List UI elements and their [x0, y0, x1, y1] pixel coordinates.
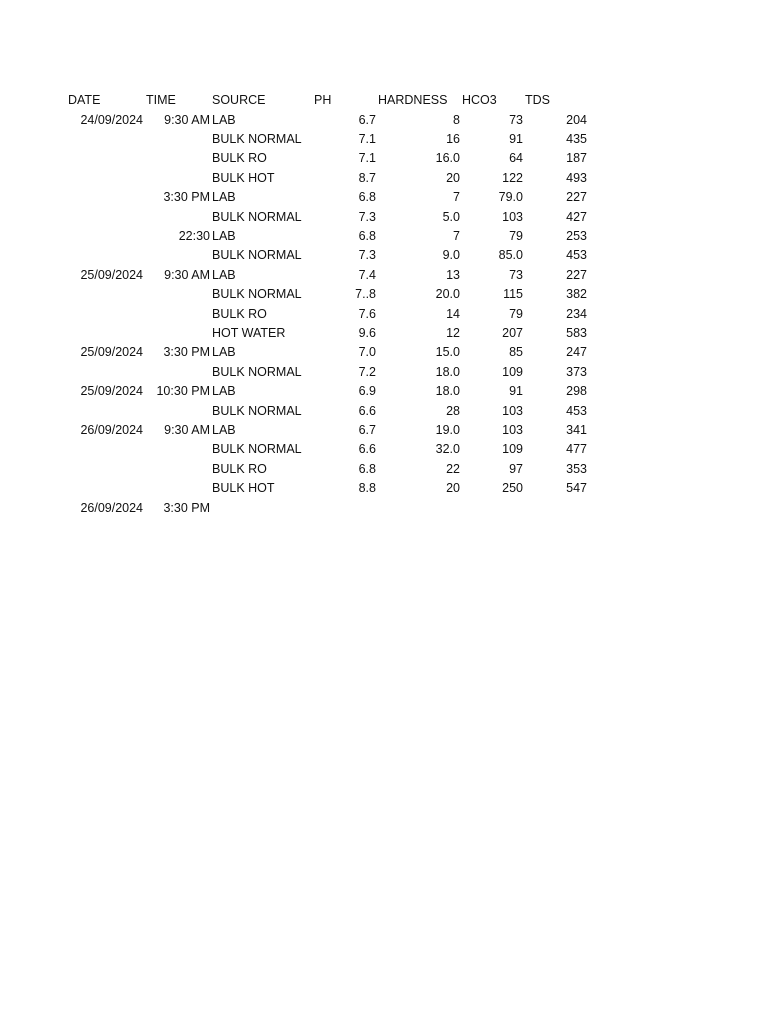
- cell-source: BULK NORMAL: [212, 131, 302, 146]
- table-row: [0, 440, 768, 459]
- cell-tds: [527, 499, 587, 518]
- cell-hardness: 20: [446, 170, 460, 185]
- cell-date: [53, 305, 143, 324]
- cell-hco3: 73: [509, 112, 523, 127]
- cell-hardness: 9.0: [442, 248, 460, 263]
- table-row: [0, 169, 768, 188]
- cell-source: BULK NORMAL: [212, 364, 302, 379]
- cell-tds: 227: [566, 190, 587, 205]
- cell-hardness: 15.0: [435, 345, 460, 360]
- cell-date: [53, 169, 143, 188]
- cell-ph: 6.7: [358, 422, 376, 437]
- cell-hardness: 7: [453, 190, 460, 205]
- cell-ph: 6.9: [358, 384, 376, 399]
- cell-hco3: 109: [502, 364, 523, 379]
- cell-source: BULK RO: [212, 306, 267, 321]
- header-time: TIME: [146, 93, 176, 107]
- cell-time: 3:30 PM: [163, 345, 210, 360]
- cell-tds: 493: [566, 170, 587, 185]
- cell-hco3: 103: [502, 209, 523, 224]
- cell-ph: 7.2: [358, 364, 376, 379]
- cell-hco3: 91: [509, 384, 523, 399]
- cell-ph: 6.6: [358, 442, 376, 457]
- table-row: [0, 479, 768, 498]
- cell-date: [53, 246, 143, 265]
- table-row: [0, 111, 768, 130]
- cell-hardness: 8: [453, 112, 460, 127]
- cell-hardness: 28: [446, 403, 460, 418]
- cell-hco3: 79: [509, 306, 523, 321]
- table-row: [0, 324, 768, 343]
- cell-hardness: 18.0: [435, 364, 460, 379]
- cell-date: [53, 440, 143, 459]
- cell-hardness: 20: [446, 481, 460, 496]
- cell-time: [140, 208, 210, 227]
- cell-hardness: 32.0: [435, 442, 460, 457]
- cell-hardness: 19.0: [435, 422, 460, 437]
- cell-hco3: 103: [502, 422, 523, 437]
- header-date: DATE: [68, 93, 101, 107]
- table-row: [0, 363, 768, 382]
- cell-ph: 7.3: [358, 209, 376, 224]
- cell-ph: 7.6: [358, 306, 376, 321]
- cell-hardness: 22: [446, 461, 460, 476]
- cell-date: [53, 208, 143, 227]
- table-row: [0, 421, 768, 440]
- cell-source: BULK RO: [212, 151, 267, 166]
- cell-time: 3:30 PM: [163, 500, 210, 515]
- cell-date: [53, 149, 143, 168]
- cell-time: [140, 130, 210, 149]
- cell-hardness: [400, 499, 460, 518]
- cell-hco3: 79.0: [498, 190, 523, 205]
- cell-hardness: 20.0: [435, 287, 460, 302]
- table-row: [0, 402, 768, 421]
- cell-ph: [316, 499, 376, 518]
- table-row: [0, 208, 768, 227]
- cell-time: [140, 363, 210, 382]
- table-row: [0, 460, 768, 479]
- cell-hco3: [463, 499, 523, 518]
- cell-ph: 6.8: [358, 461, 376, 476]
- cell-tds: 204: [566, 112, 587, 127]
- cell-source: LAB: [212, 384, 236, 399]
- cell-source: LAB: [212, 267, 236, 282]
- cell-source: LAB: [212, 422, 236, 437]
- cell-tds: 341: [566, 422, 587, 437]
- cell-tds: 427: [566, 209, 587, 224]
- cell-time: [140, 305, 210, 324]
- cell-tds: 253: [566, 228, 587, 243]
- cell-ph: 8.8: [358, 481, 376, 496]
- header-tds: TDS: [525, 93, 550, 107]
- cell-hco3: 122: [502, 170, 523, 185]
- header-hco3: HCO3: [462, 93, 497, 107]
- cell-hardness: 14: [446, 306, 460, 321]
- cell-time: [140, 324, 210, 343]
- cell-time: 10:30 PM: [156, 384, 210, 399]
- cell-tds: 187: [566, 151, 587, 166]
- cell-date: [53, 188, 143, 207]
- cell-tds: 382: [566, 287, 587, 302]
- cell-date: [53, 324, 143, 343]
- cell-time: 9:30 AM: [164, 267, 210, 282]
- cell-hardness: 5.0: [442, 209, 460, 224]
- cell-date: [53, 363, 143, 382]
- cell-hardness: 12: [446, 325, 460, 340]
- cell-tds: 453: [566, 248, 587, 263]
- cell-hco3: 64: [509, 151, 523, 166]
- cell-date: 25/09/2024: [80, 267, 143, 282]
- table-row: [0, 382, 768, 401]
- table-row: [0, 188, 768, 207]
- cell-tds: 227: [566, 267, 587, 282]
- cell-hco3: 85: [509, 345, 523, 360]
- table-row: [0, 285, 768, 304]
- cell-time: [140, 149, 210, 168]
- cell-date: [53, 479, 143, 498]
- cell-source: BULK RO: [212, 461, 267, 476]
- cell-time: [140, 460, 210, 479]
- cell-hco3: 115: [503, 287, 523, 302]
- cell-hardness: 7: [453, 228, 460, 243]
- cell-tds: 453: [566, 403, 587, 418]
- cell-time: [140, 285, 210, 304]
- cell-hardness: 13: [446, 267, 460, 282]
- cell-date: [53, 285, 143, 304]
- cell-ph: 6.6: [358, 403, 376, 418]
- header-hardness: HARDNESS: [378, 93, 448, 107]
- cell-source: LAB: [212, 345, 236, 360]
- cell-tds: 298: [566, 384, 587, 399]
- cell-hardness: 18.0: [435, 384, 460, 399]
- cell-hco3: 97: [509, 461, 523, 476]
- cell-tds: 547: [566, 481, 587, 496]
- cell-tds: 373: [566, 364, 587, 379]
- cell-tds: 247: [566, 345, 587, 360]
- table-row: [0, 130, 768, 149]
- cell-ph: 7.3: [358, 248, 376, 263]
- cell-hardness: 16.0: [435, 151, 460, 166]
- cell-time: [140, 479, 210, 498]
- cell-source: LAB: [212, 112, 236, 127]
- cell-tds: 477: [566, 442, 587, 457]
- cell-source: BULK NORMAL: [212, 209, 302, 224]
- cell-date: [53, 402, 143, 421]
- cell-hco3: 79: [509, 228, 523, 243]
- header-row: [0, 91, 768, 110]
- cell-date: 25/09/2024: [80, 345, 143, 360]
- cell-date: [53, 130, 143, 149]
- table-row: [0, 305, 768, 324]
- cell-date: 25/09/2024: [80, 384, 143, 399]
- cell-hco3: 91: [509, 131, 523, 146]
- cell-hco3: 103: [502, 403, 523, 418]
- cell-hco3: 250: [502, 481, 523, 496]
- cell-time: [140, 246, 210, 265]
- cell-ph: 6.8: [358, 228, 376, 243]
- cell-tds: 234: [566, 306, 587, 321]
- cell-ph: 9.6: [358, 325, 376, 340]
- cell-source: LAB: [212, 190, 236, 205]
- cell-source: BULK NORMAL: [212, 248, 302, 263]
- cell-date: 26/09/2024: [80, 500, 143, 515]
- cell-source: BULK HOT: [212, 170, 275, 185]
- cell-source: BULK NORMAL: [212, 403, 302, 418]
- cell-tds: 353: [566, 461, 587, 476]
- cell-time: 9:30 AM: [164, 112, 210, 127]
- cell-hco3: 73: [509, 267, 523, 282]
- cell-date: 26/09/2024: [80, 422, 143, 437]
- cell-hco3: 207: [502, 325, 523, 340]
- cell-hco3: 85.0: [498, 248, 523, 263]
- cell-source: BULK HOT: [212, 481, 275, 496]
- cell-ph: 7.1: [358, 131, 376, 146]
- cell-time: 3:30 PM: [163, 190, 210, 205]
- cell-ph: 7.1: [358, 151, 376, 166]
- cell-tds: 583: [566, 325, 587, 340]
- table-row: [0, 149, 768, 168]
- cell-date: [53, 460, 143, 479]
- cell-time: [140, 440, 210, 459]
- cell-source: BULK NORMAL: [212, 442, 302, 457]
- cell-source: HOT WATER: [212, 325, 286, 340]
- cell-source: [212, 499, 322, 518]
- cell-source: BULK NORMAL: [212, 287, 302, 302]
- table-row: [0, 266, 768, 285]
- cell-ph: 7.0: [358, 345, 376, 360]
- cell-time: 9:30 AM: [164, 422, 210, 437]
- cell-ph: 7..8: [355, 287, 376, 302]
- cell-time: [140, 169, 210, 188]
- cell-ph: 6.8: [358, 190, 376, 205]
- cell-ph: 6.7: [358, 112, 376, 127]
- header-ph: PH: [314, 93, 332, 107]
- cell-ph: 7.4: [358, 267, 376, 282]
- cell-date: 24/09/2024: [80, 112, 143, 127]
- table-row: [0, 227, 768, 246]
- cell-date: [53, 227, 143, 246]
- cell-tds: 435: [566, 131, 587, 146]
- cell-ph: 8.7: [358, 170, 376, 185]
- table-row: [0, 246, 768, 265]
- header-source: SOURCE: [212, 93, 266, 107]
- table-row: [0, 499, 768, 518]
- cell-hardness: 16: [446, 131, 460, 146]
- cell-time: [140, 402, 210, 421]
- table-row: [0, 343, 768, 362]
- cell-hco3: 109: [502, 442, 523, 457]
- cell-time: 22:30: [178, 228, 210, 243]
- cell-source: LAB: [212, 228, 236, 243]
